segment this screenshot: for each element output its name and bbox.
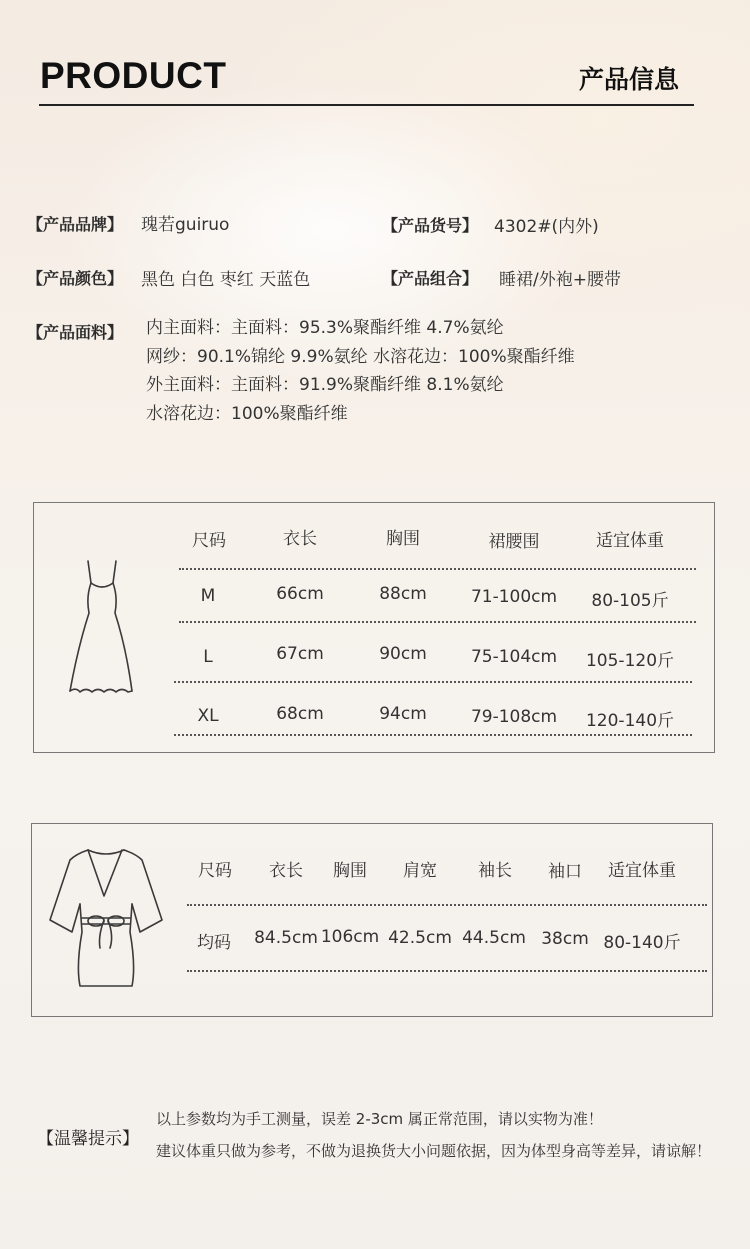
table2-divider bbox=[187, 970, 707, 972]
table1-header: 适宜体重 bbox=[596, 531, 664, 551]
table1-divider bbox=[174, 681, 692, 683]
tips-line-1: 以上参数均为手工测量，误差 2-3cm 属正常范围，请以实物为准！ bbox=[156, 1110, 603, 1128]
table1-divider bbox=[174, 734, 692, 736]
table1-cell: 67cm bbox=[276, 644, 324, 664]
table1-cell: 79-108cm bbox=[470, 707, 558, 727]
size-table-robe bbox=[31, 823, 713, 1017]
table1-header: 衣长 bbox=[283, 529, 317, 549]
table1-cell: 90cm bbox=[379, 644, 427, 664]
size-table-dress bbox=[33, 502, 715, 753]
table1-cell: 75-104cm bbox=[470, 647, 558, 667]
combo-label: 【产品组合】 bbox=[382, 269, 479, 288]
table2-cell: 38cm bbox=[541, 929, 589, 949]
table2-header: 适宜体重 bbox=[608, 861, 676, 881]
table2-header: 袖口 bbox=[548, 862, 582, 882]
table2-cell: 80-140斤 bbox=[603, 933, 681, 953]
table2-header: 衣长 bbox=[269, 861, 303, 881]
table1-cell: 66cm bbox=[276, 584, 324, 604]
table1-header: 胸围 bbox=[386, 529, 420, 549]
fabric-line: 网纱：90.1%锦纶 9.9%氨纶 水溶花边：100%聚酯纤维 bbox=[146, 346, 575, 367]
fabric-line: 内主面料：主面料：95.3%聚酯纤维 4.7%氨纶 bbox=[146, 318, 504, 338]
fabric-line: 水溶花边：100%聚酯纤维 bbox=[146, 403, 348, 424]
table1-divider bbox=[179, 621, 696, 623]
robe-icon bbox=[46, 846, 166, 991]
sku-value: 4302#(内外) bbox=[494, 217, 599, 237]
table1-cell: 88cm bbox=[379, 584, 427, 604]
table1-cell: XL bbox=[197, 706, 219, 726]
table1-cell: 68cm bbox=[276, 704, 324, 724]
fabric-label: 【产品面料】 bbox=[27, 323, 124, 342]
table2-header: 袖长 bbox=[478, 861, 512, 881]
slip-dress-icon bbox=[64, 557, 174, 697]
table1-cell: 105-120斤 bbox=[585, 651, 675, 671]
table2-header: 肩宽 bbox=[403, 861, 437, 881]
table1-header: 尺码 bbox=[192, 531, 226, 551]
page-title-cn: 产品信息 bbox=[579, 65, 680, 94]
table2-header: 胸围 bbox=[333, 861, 367, 881]
fabric-line: 外主面料：主面料：91.9%聚酯纤维 8.1%氨纶 bbox=[146, 375, 504, 395]
tips-label: 【温馨提示】 bbox=[37, 1129, 139, 1149]
table1-header: 裙腰围 bbox=[488, 532, 540, 552]
table2-cell: 均码 bbox=[197, 933, 231, 953]
table2-cell: 44.5cm bbox=[462, 928, 526, 948]
table1-cell: 71-100cm bbox=[470, 587, 558, 607]
brand-label: 【产品品牌】 bbox=[27, 215, 124, 234]
table2-cell: 106cm bbox=[320, 927, 380, 947]
color-value: 黑色 白色 枣红 天蓝色 bbox=[141, 270, 311, 290]
table1-cell: 94cm bbox=[379, 704, 427, 724]
table2-header: 尺码 bbox=[198, 861, 232, 881]
header-divider bbox=[39, 104, 694, 106]
page-title-en: PRODUCT bbox=[40, 55, 227, 96]
table2-divider bbox=[187, 904, 707, 906]
fabric-lines bbox=[146, 314, 575, 428]
table1-cell: M bbox=[200, 586, 216, 606]
table1-cell: 80-105斤 bbox=[591, 591, 669, 611]
table1-divider bbox=[179, 568, 696, 570]
sku-label: 【产品货号】 bbox=[382, 216, 479, 235]
table2-cell: 84.5cm bbox=[254, 928, 318, 948]
table1-cell: L bbox=[203, 647, 213, 667]
color-label: 【产品颜色】 bbox=[27, 269, 124, 288]
table2-cell: 42.5cm bbox=[388, 928, 452, 948]
combo-value: 睡裙/外袍+腰带 bbox=[499, 270, 621, 290]
brand-value: 瑰若guiruo bbox=[141, 215, 230, 235]
tips-line-2: 建议体重只做为参考，不做为退换货大小问题依据，因为体型身高等差异，请谅解！ bbox=[156, 1142, 712, 1160]
table1-cell: 120-140斤 bbox=[585, 711, 675, 731]
